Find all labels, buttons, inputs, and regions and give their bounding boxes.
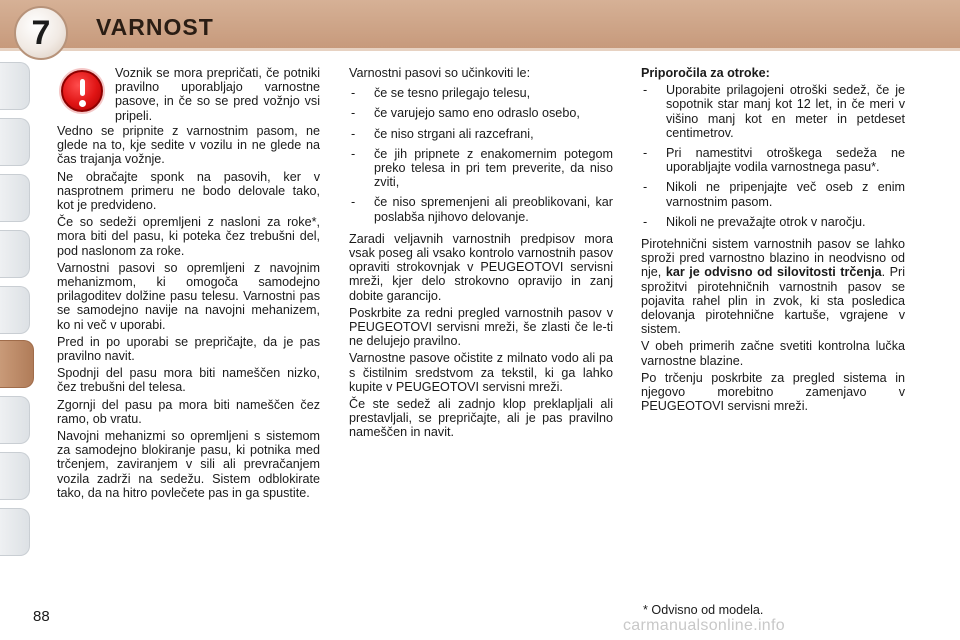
paragraph: Ne obračajte sponk na pasovih, ker v nasprotnem primeru ne bodo delovale tako, kot je predvideno. <box>57 169 320 213</box>
chapter-tab-1[interactable] <box>0 62 30 110</box>
chapter-tab-4[interactable] <box>0 230 30 278</box>
paragraph: Varnostni pasovi so opremljeni z navojnim mehanizmom, ki omogoča samodejno prilagoditev dolžine pasu telesu. Varnostni pas se samodejno navije na navojni mehanizem, ko ni več v uporabi. <box>57 260 320 332</box>
paragraph: V obeh primerih začne svetiti kontrolna lučka varnostne blazine. <box>641 339 905 368</box>
list-item: - če varujejo samo eno odraslo osebo, <box>351 106 580 121</box>
chapter-tab-2[interactable] <box>0 118 30 166</box>
chapter-tab-8[interactable] <box>0 396 30 444</box>
paragraph: Če ste sedež ali zadnjo klop preklapljali ali prestavljali, se prepričajte, ali je pas pravilno nameščen in navit. <box>349 397 613 440</box>
chapter-tab-9[interactable] <box>0 452 30 500</box>
paragraph: Po trčenju poskrbite za pregled sistema in njegovo morebitno zamenjavo v PEUGEOTOVI servisni mreži. <box>641 370 905 414</box>
paragraph: Pred in po uporabi se prepričajte, da je pas pravilno navit. <box>57 334 320 364</box>
warning-exclamation-icon <box>61 70 103 112</box>
list-item: - Pri namestitvi otroškega sedeža ne uporabljajte vodila varnostnega pasu*. <box>643 146 905 175</box>
list-item: - Uporabite prilagojeni otroški sedež, če je sopotnik star manj kot 12 let, in če meri v višino manj kot en meter in petdeset centimetrov. <box>643 83 905 140</box>
paragraph: Vedno se pripnite z varnostnim pasom, ne glede na to, kje sedite v vozilu in ne glede na čas trajanja vožnje. <box>57 124 320 167</box>
paragraph: Zgornji del pasu pa mora biti nameščen čez ramo, ob vratu. <box>57 397 320 426</box>
list-item: - če niso strgani ali razcefrani, <box>351 126 534 141</box>
watermark: carmanualsonline.info <box>623 617 785 634</box>
chapter-tab-5[interactable] <box>0 286 30 334</box>
header-divider <box>0 48 960 51</box>
paragraph: Zaradi veljavnih varnostnih predpisov mora vsak poseg ali vsako kontrolo varnostnih pasov opraviti strokovnjak v PEUGEOTOVI servisni mreži, kjer delo strokovno opravijo in zanj dobite garancijo. <box>349 231 613 303</box>
list-item: - če se tesno prilegajo telesu, <box>351 86 531 101</box>
pyrotechnic-paragraph: Pirotehnični sistem varnostnih pasov se lahko sproži pred varnostno blazino in neodvisno od nje, kar je odvisno od silovitosti trčenja. Pri sprožitvi pirotehničnih varnostnih pasov se pojavita rahel plin in zvok, ki sta posledica delovanja pirotehnične kartuše, vgrajene v sistem. <box>641 237 906 337</box>
warning-text: Voznik se mora prepričati, če potniki pravilno uporabljajo varnostne pasove, in če so se pred vožnjo vsi pripeli. <box>115 66 320 123</box>
paragraph: Spodnji del pasu mora biti nameščen nizko, čez trebušni del telesa. <box>57 366 320 395</box>
list-item: - če jih pripnete z enakomernim potegom preko telesa in pri tem preverite, da niso zviti, <box>351 146 613 190</box>
chapter-tab-7-active[interactable] <box>0 340 34 388</box>
paragraph: Varnostne pasove očistite z milnato vodo ali pa s čistilnim sredstvom za tekstil, ki ga lahko kupite v PEUGEOTOVI servisni mreži. <box>349 351 613 394</box>
chapter-number-badge <box>14 6 68 60</box>
chapter-number: 7 <box>31 13 51 52</box>
warning-block <box>57 66 320 124</box>
paragraph: Poskrbite za redni pregled varnostnih pasov v PEUGEOTOVI servisni mreži, še zlasti če le-ti ne delujejo pravilno. <box>349 305 613 349</box>
footnote: * Odvisno od modela. <box>643 603 764 617</box>
section-heading: Priporočila za otroke: <box>641 66 770 80</box>
chapter-tabs <box>0 62 36 582</box>
column-right <box>641 66 905 416</box>
column-left <box>57 66 320 503</box>
column-middle <box>349 66 613 443</box>
list-item: - Nikoli ne pripenjajte več oseb z enim varnostnim pasom. <box>643 180 905 209</box>
chapter-tab-3[interactable] <box>0 174 30 222</box>
list-item: - če niso spremenjeni ali preoblikovani, kar poslabša njihovo delovanje. <box>351 195 613 224</box>
list-intro: Varnostni pasovi so učinkoviti le: <box>349 66 531 80</box>
page-title: VARNOST <box>96 14 214 40</box>
page-number: 88 <box>33 608 50 625</box>
bold-emphasis: kar je odvisno od silovitosti trčenja <box>665 265 882 280</box>
paragraph: Navojni mehanizmi so opremljeni s sistemom za samodejno blokiranje pasu, ki potnika med trčenjem, zaviranjem v sili ali prevračanjem vozila zadrži na sedežu. Sistem odblokirate tako, da na hitro povlečete pas in ga spustite. <box>57 429 320 500</box>
list-item: - Nikoli ne prevažajte otrok v naročju. <box>643 214 866 229</box>
paragraph: Če so sedeži opremljeni z nasloni za roke*, mora biti del pasu, ki poteka čez trebušni del, pod naslonom za roke. <box>57 215 320 258</box>
chapter-tab-10[interactable] <box>0 508 30 556</box>
